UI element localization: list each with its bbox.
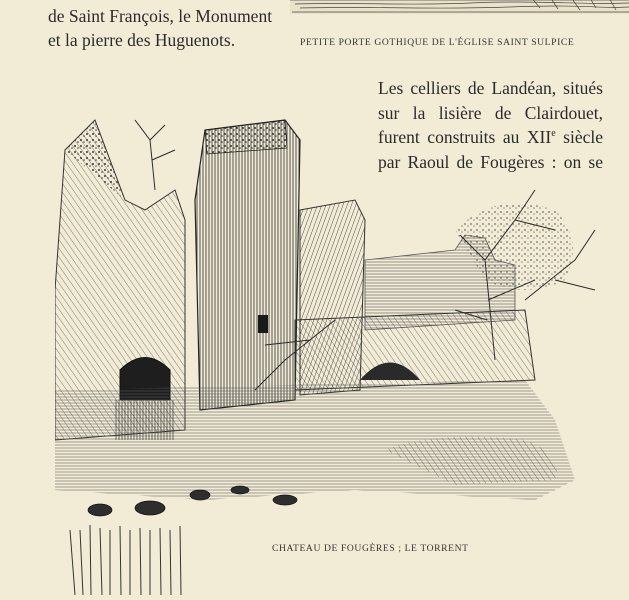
round-tower bbox=[195, 120, 300, 410]
line-3-suffix: siècle bbox=[555, 127, 603, 147]
right-paragraph-line-4: par Raoul de Fougères : on se bbox=[378, 151, 603, 172]
top-illustration-caption: PETITE PORTE GOTHIQUE DE L'ÉGLISE SAINT SULPICE bbox=[300, 37, 575, 48]
top-engraving-fragment bbox=[290, 0, 629, 14]
top-paragraph-line-2: et la pierre des Huguenots. bbox=[48, 30, 236, 50]
main-illustration-caption: CHATEAU DE FOUGÈRES ; LE TORRENT bbox=[272, 543, 469, 554]
line-3-text: furent construits au XII bbox=[378, 127, 552, 147]
top-paragraph bbox=[48, 4, 288, 52]
right-paragraph-line-2: sur la lisière de Clairdouet, bbox=[378, 102, 603, 123]
foreground-grass bbox=[70, 525, 181, 595]
top-paragraph-line-1: de Saint François, le Monument bbox=[48, 6, 273, 26]
century-superscript: e bbox=[551, 128, 556, 140]
castle-engraving bbox=[55, 60, 629, 600]
right-paragraph-line-1: Les celliers de Landéan, situés bbox=[378, 78, 603, 98]
